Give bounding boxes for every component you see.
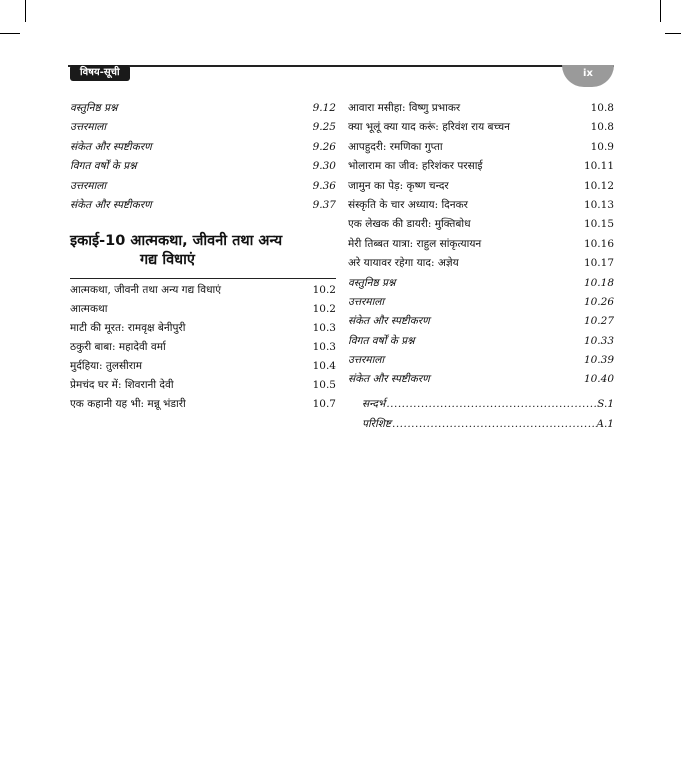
toc-entry-title: अरे यायावर रहेगा याद: अज्ञेय [348, 257, 459, 270]
toc-appendix-entry[interactable] [348, 394, 614, 414]
toc-entry[interactable] [70, 376, 336, 395]
unit-divider [70, 278, 336, 279]
toc-entry[interactable] [70, 99, 336, 118]
toc-entry[interactable] [348, 235, 614, 254]
toc-entry-page: 10.40 [583, 373, 614, 386]
toc-entry-page: 10.17 [583, 257, 614, 270]
leader-dots [386, 394, 596, 414]
toc-entry-title: एक लेखक की डायरी: मुक्तिबोध [348, 218, 471, 231]
toc-entry-page: 9.30 [312, 160, 336, 173]
toc-entry-title: वस्तुनिष्ठ प्रश्न [70, 102, 118, 114]
toc-entry-title: उत्तरमाला [348, 354, 385, 367]
toc-entry-page: 10.18 [583, 276, 614, 289]
toc-entry[interactable] [70, 118, 336, 137]
toc-entry-title: परिशिष्ट [362, 417, 391, 430]
toc-entry-page: 10.11 [583, 160, 614, 173]
unit-heading [70, 232, 336, 270]
toc-entry[interactable] [348, 138, 614, 157]
toc-entry-title: संकेत और स्पष्टीकरण [70, 140, 152, 153]
toc-entry-page: 10.9 [590, 140, 614, 153]
crop-mark-top-left-h [0, 33, 20, 34]
toc-entry[interactable] [70, 196, 336, 215]
toc-entry[interactable] [348, 157, 614, 176]
toc-left-top-list [70, 99, 336, 215]
toc-entry-page: 10.15 [583, 218, 614, 231]
toc-entry-title: आत्मकथा [70, 303, 108, 316]
toc-left-unit-list [70, 281, 336, 414]
toc-entry[interactable] [70, 357, 336, 376]
toc-entry[interactable] [70, 319, 336, 338]
toc-entry-title: आत्मकथा, जीवनी तथा अन्य गद्य विधाएं [70, 284, 222, 297]
toc-entry-page: 10.2 [312, 284, 336, 297]
toc-entry-page: 9.25 [312, 121, 336, 134]
toc-entry-page: 10.12 [583, 179, 614, 192]
toc-entry-title: प्रेमचंद घर में: शिवरानी देवी [70, 379, 174, 392]
toc-entry[interactable] [348, 312, 614, 331]
toc-entry-title: विगत वर्षों के प्रश्न [70, 160, 137, 173]
toc-entry[interactable] [348, 370, 614, 389]
toc-entry-page: S.1 [597, 397, 614, 410]
toc-entry-page: A.1 [596, 417, 614, 430]
toc-entry-title: मुर्दहिया: तुलसीराम [70, 360, 143, 373]
toc-entry-page: 9.12 [312, 102, 336, 114]
crop-mark-top-right-v [660, 0, 661, 22]
toc-entry[interactable] [70, 157, 336, 176]
toc-entry-title: भोलाराम का जीव: हरिशंकर परसाई [348, 160, 483, 173]
crop-mark-top-left-v [25, 0, 26, 22]
toc-entry[interactable] [348, 177, 614, 196]
toc-entry[interactable] [70, 281, 336, 300]
toc-entry-page: 10.33 [583, 334, 614, 347]
toc-entry[interactable] [70, 300, 336, 319]
toc-entry-title: क्या भूलूं क्या याद करूं: हरिवंश राय बच्चन [348, 121, 510, 134]
page-header [68, 65, 614, 83]
toc-entry-page: 10.39 [583, 354, 614, 367]
toc-entry[interactable] [348, 351, 614, 370]
toc-entry[interactable] [348, 332, 614, 351]
toc-entry-title: जामुन का पेड़: कृष्ण चन्दर [348, 179, 449, 192]
toc-entry-page: 10.7 [312, 398, 336, 411]
toc-appendix-entry[interactable] [348, 414, 614, 434]
section-label: विषय-सूची [70, 65, 130, 81]
leader-dots [392, 414, 595, 434]
crop-mark-top-right-h [665, 33, 681, 34]
toc-entry-title: आवारा मसीहा: विष्णु प्रभाकर [348, 102, 461, 114]
toc-entry-title: संकेत और स्पष्टीकरण [348, 315, 430, 328]
toc-entry-title: सन्दर्भ [362, 397, 386, 410]
toc-entry-page: 10.26 [583, 295, 614, 308]
toc-entry-title: संकेत और स्पष्टीकरण [70, 198, 152, 211]
toc-entry-title: ठकुरी बाबा: महादेवी वर्मा [70, 341, 166, 354]
toc-entry-page: 10.5 [312, 379, 336, 392]
toc-entry-title: संस्कृति के चार अध्याय: दिनकर [348, 198, 468, 211]
toc-entry-title: उत्तरमाला [348, 295, 385, 308]
toc-entry-page: 10.2 [312, 303, 336, 316]
header-rule [68, 65, 614, 67]
toc-entry-page: 9.26 [312, 140, 336, 153]
toc-entry[interactable] [70, 138, 336, 157]
toc-entry-title: संकेत और स्पष्टीकरण [348, 373, 430, 386]
toc-entry-page: 10.13 [583, 198, 614, 211]
toc-entry[interactable] [348, 215, 614, 234]
unit-heading-line2: गद्य विधाएं [140, 252, 195, 269]
toc-entry-page: 9.36 [312, 179, 336, 192]
toc-entry[interactable] [348, 254, 614, 273]
toc-entry-title: विगत वर्षों के प्रश्न [348, 334, 415, 347]
toc-left-column [70, 99, 336, 414]
toc-entry-page: 10.4 [312, 360, 336, 373]
toc-entry[interactable] [348, 196, 614, 215]
toc-entry[interactable] [348, 99, 614, 118]
toc-entry-title: उत्तरमाला [70, 121, 107, 134]
toc-entry-page: 10.3 [312, 341, 336, 354]
toc-right-column [348, 99, 614, 434]
toc-entry-title: उत्तरमाला [70, 179, 107, 192]
toc-entry-title: आपहुदरी: रमणिका गुप्ता [348, 140, 443, 153]
toc-entry-page: 10.8 [590, 102, 614, 114]
toc-entry-page: 10.27 [583, 315, 614, 328]
toc-entry-title: एक कहानी यह भी: मन्नू भंडारी [70, 398, 186, 411]
toc-entry[interactable] [70, 338, 336, 357]
toc-entry[interactable] [348, 293, 614, 312]
toc-entry-title: मेरी तिब्बत यात्रा: राहुल सांकृत्यायन [348, 237, 482, 250]
unit-heading-line1: इकाई-10 आत्मकथा, जीवनी तथा अन्य [70, 233, 283, 250]
toc-appendix-list [348, 394, 614, 434]
toc-entry-page: 10.8 [590, 121, 614, 134]
page-number-badge: ix [562, 65, 614, 87]
toc-entry-title: माटी की मूरत: रामवृक्ष बेनीपुरी [70, 322, 186, 335]
toc-entry-page: 10.3 [312, 322, 336, 335]
toc-right-list [348, 99, 614, 390]
toc-entry[interactable] [70, 177, 336, 196]
toc-entry-title: वस्तुनिष्ठ प्रश्न [348, 276, 396, 289]
toc-entry[interactable] [348, 274, 614, 293]
toc-entry-page: 10.16 [583, 237, 614, 250]
toc-entry[interactable] [348, 118, 614, 137]
toc-entry-page: 9.37 [312, 198, 336, 211]
toc-entry[interactable] [70, 395, 336, 414]
